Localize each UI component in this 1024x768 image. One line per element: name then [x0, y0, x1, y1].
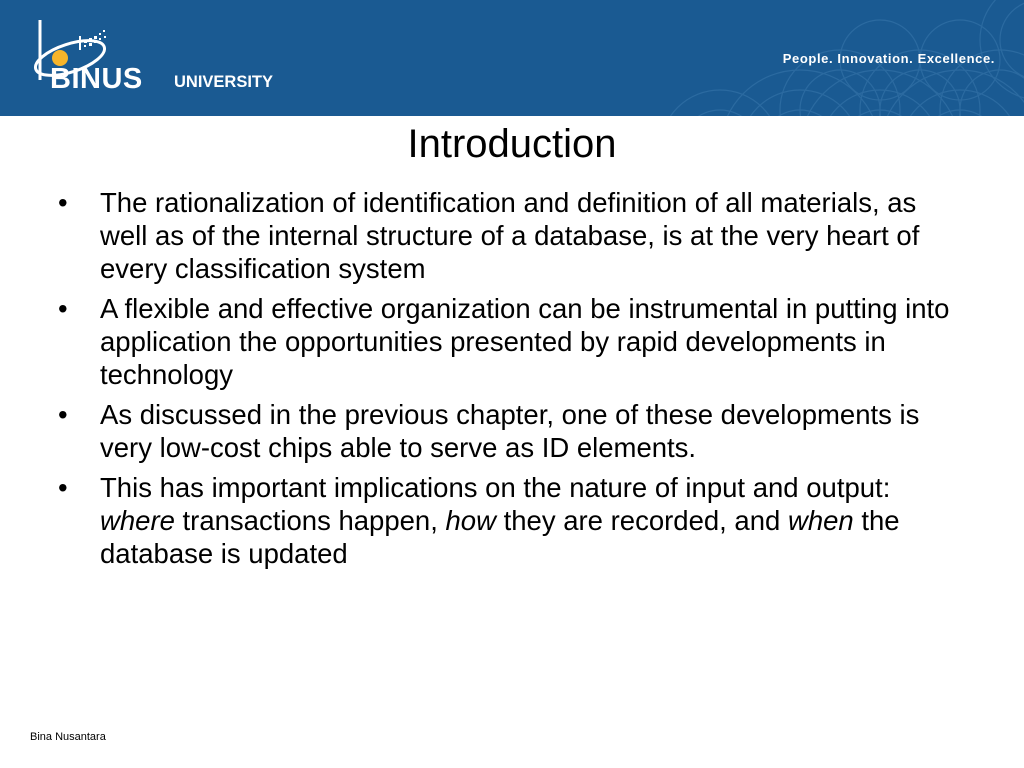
bullet-text: they are recorded, and [495, 505, 788, 536]
bullet-item [58, 398, 958, 464]
binus-university-logo [22, 14, 302, 104]
bullet-text: A flexible and effective organization can be instrumental in putting into application the opportunities presented by rapid developments in technology [100, 293, 950, 390]
bullet-item [58, 292, 958, 391]
logo-brand-text: BINUS [50, 63, 143, 95]
bullet-item [58, 186, 958, 285]
bullet-text: The rationalization of identification and definition of all materials, as well as of the internal structure of a database, is at the very heart of every classification system [100, 187, 920, 284]
bullet-text: As discussed in the previous chapter, one of these developments is very low-cost chips able to serve as ID elements. [100, 399, 920, 463]
logo-university-text: UNIVERSITY [174, 73, 274, 91]
bullet-dot-icon: • [58, 472, 68, 503]
bullet-text: transactions happen, [174, 505, 446, 536]
footer-author: Bina Nusantara [30, 731, 106, 743]
bullet-text-emphasis: how [445, 505, 496, 536]
bullet-text-emphasis: where [100, 505, 175, 536]
bullet-text-emphasis: when [787, 505, 854, 536]
header-tagline: People. Innovation. Excellence. [782, 51, 995, 66]
bullet-list [58, 186, 958, 577]
bullet-text: This has important implications on the nature of input and output: [100, 472, 891, 503]
bullet-text: the database is updated [100, 505, 900, 569]
bullet-dot-icon: • [58, 293, 68, 324]
bullet-dot-icon: • [58, 187, 68, 218]
slide-title: Introduction [407, 122, 617, 166]
bullet-dot-icon: • [58, 399, 68, 430]
bullet-item [58, 471, 958, 570]
slide-header [0, 0, 1024, 116]
